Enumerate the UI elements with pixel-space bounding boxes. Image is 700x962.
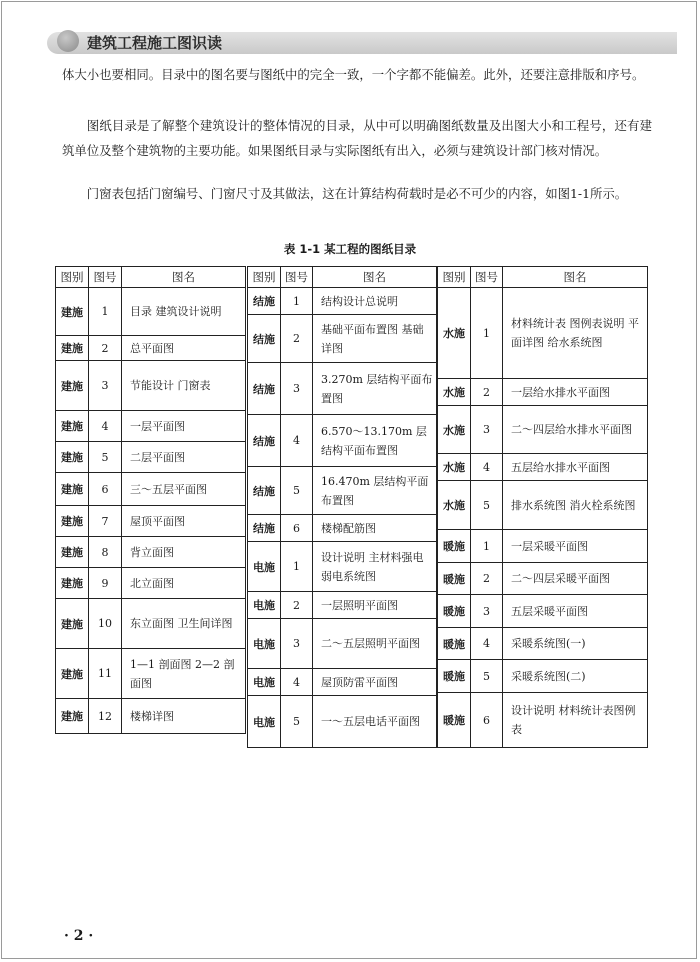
cell-category: 电施 [248,669,281,696]
table-row [56,442,246,473]
table-row [438,406,648,454]
cell-number: 1 [471,530,503,563]
cell-number: 6 [471,693,503,748]
cell-number: 1 [89,288,122,336]
table-row [248,467,437,515]
drawing-list-table-architecture [55,266,246,734]
table-row [438,481,648,530]
header-category: 图别 [248,267,281,288]
table-row [438,628,648,660]
cell-category: 建施 [56,649,89,699]
cell-category: 电施 [248,542,281,592]
cell-number: 4 [471,628,503,660]
cell-category: 暖施 [438,563,471,595]
cell-category: 水施 [438,288,471,379]
cell-name: 屋顶平面图 [122,506,246,537]
table-row [56,568,246,599]
cell-category: 结施 [248,315,281,363]
cell-number: 2 [471,379,503,406]
cell-number: 3 [281,619,313,669]
cell-name: 东立面图 卫生间详图 [122,599,246,649]
table-row [56,649,246,699]
cell-name: 一层采暖平面图 [503,530,648,563]
cell-number: 1 [281,288,313,315]
header-number: 图号 [281,267,313,288]
cell-category: 建施 [56,537,89,568]
header-category: 图别 [56,267,89,288]
cell-number: 3 [89,361,122,411]
table-row [56,288,246,336]
cell-number: 4 [281,669,313,696]
cell-name: 二层平面图 [122,442,246,473]
cell-category: 建施 [56,699,89,734]
table-row [248,415,437,467]
cell-name: 三～五层平面图 [122,473,246,506]
cell-number: 3 [281,363,313,415]
cell-number: 2 [281,592,313,619]
header-name: 图名 [313,267,437,288]
cell-number: 5 [89,442,122,473]
cell-name: 目录 建筑设计说明 [122,288,246,336]
running-header [47,18,677,58]
cell-name: 总平面图 [122,336,246,361]
cell-category: 结施 [248,415,281,467]
cell-number: 5 [281,467,313,515]
cell-number: 2 [89,336,122,361]
cell-category: 水施 [438,379,471,406]
cell-category: 建施 [56,442,89,473]
cell-number: 4 [89,411,122,442]
cell-name: 楼梯配筋图 [313,515,437,542]
cell-name: 五层采暖平面图 [503,595,648,628]
cell-category: 建施 [56,336,89,361]
cell-name: 五层给水排水平面图 [503,454,648,481]
cell-number: 4 [281,415,313,467]
cell-category: 水施 [438,406,471,454]
cell-number: 8 [89,537,122,568]
cell-number: 6 [89,473,122,506]
cell-name: 材料统计表 图例表说明 平面详图 给水系统图 [503,288,648,379]
table-caption: 表 1-1 某工程的图纸目录 [283,242,417,256]
table-row [56,537,246,568]
cell-category: 暖施 [438,530,471,563]
cell-number: 10 [89,599,122,649]
cell-name: 基础平面布置图 基础详图 [313,315,437,363]
paragraph-1: 体大小也要相同。目录中的图名要与图纸中的完全一致，一个字都不能偏差。此外，还要注意排版和序号。 [62,67,645,82]
cell-category: 结施 [248,363,281,415]
cell-name: 16.470m 层结构平面布置图 [313,467,437,515]
table-row [438,530,648,563]
table-row [248,696,437,748]
cell-category: 建施 [56,599,89,649]
cell-name: 北立面图 [122,568,246,599]
table-row [56,473,246,506]
cell-category: 暖施 [438,693,471,748]
table-row [56,699,246,734]
cell-name: 1—1 剖面图 2—2 剖面图 [122,649,246,699]
header-title: 建筑工程施工图识读 [87,34,223,52]
cell-name: 二～五层照明平面图 [313,619,437,669]
cell-category: 结施 [248,515,281,542]
cell-category: 暖施 [438,595,471,628]
header-name: 图名 [503,267,648,288]
cell-category: 结施 [248,288,281,315]
table-row [438,288,648,379]
table-row [438,693,648,748]
table-header-row [248,267,437,288]
header-number: 图号 [471,267,503,288]
cell-name: 采暖系统图(二) [503,660,648,693]
cell-name: 6.570～13.170m 层结构平面布置图 [313,415,437,467]
table-row [248,542,437,592]
cell-name: 一层给水排水平面图 [503,379,648,406]
cell-category: 水施 [438,481,471,530]
table-row [438,454,648,481]
cell-number: 11 [89,649,122,699]
cell-name: 设计说明 主材料强电弱电系统图 [313,542,437,592]
cell-name: 一层平面图 [122,411,246,442]
cell-number: 2 [471,563,503,595]
cell-name: 屋顶防雷平面图 [313,669,437,696]
cell-category: 暖施 [438,660,471,693]
cell-name: 设计说明 材料统计表图例表 [503,693,648,748]
table-row [438,379,648,406]
cell-number: 12 [89,699,122,734]
header-name: 图名 [122,267,246,288]
cell-number: 3 [471,406,503,454]
cell-number: 6 [281,515,313,542]
table-row [248,669,437,696]
cell-number: 4 [471,454,503,481]
header-category: 图别 [438,267,471,288]
table-row [248,315,437,363]
cell-category: 电施 [248,592,281,619]
cell-number: 3 [471,595,503,628]
cell-category: 建施 [56,411,89,442]
cell-name: 结构设计总说明 [313,288,437,315]
cell-category: 电施 [248,619,281,669]
paragraph-3: 门窗表包括门窗编号、门窗尺寸及其做法，这在计算结构荷载时是必不可少的内容，如图1-1所示。 [86,186,628,201]
cell-category: 建施 [56,288,89,336]
cell-name: 背立面图 [122,537,246,568]
table-row [56,506,246,537]
cell-number: 5 [281,696,313,748]
cell-category: 建施 [56,506,89,537]
header-circle-icon [57,30,79,52]
cell-name: 二～四层给水排水平面图 [503,406,648,454]
page-number: · 2 · [64,928,94,944]
table-row [56,411,246,442]
table-row [56,361,246,411]
cell-number: 5 [471,481,503,530]
table-row [438,563,648,595]
cell-number: 1 [281,542,313,592]
table-row [56,599,246,649]
drawing-list-table-plumbing-heating [437,266,648,748]
cell-number: 9 [89,568,122,599]
cell-name: 采暖系统图(一) [503,628,648,660]
table-row [56,336,246,361]
cell-number: 1 [471,288,503,379]
cell-category: 建施 [56,361,89,411]
cell-category: 暖施 [438,628,471,660]
cell-name: 排水系统图 消火栓系统图 [503,481,648,530]
cell-name: 节能设计 门窗表 [122,361,246,411]
table-header-row [56,267,246,288]
table-row [248,288,437,315]
table-header-row [438,267,648,288]
cell-name: 一层照明平面图 [313,592,437,619]
cell-category: 结施 [248,467,281,515]
table-row [248,619,437,669]
cell-category: 电施 [248,696,281,748]
table-row [248,515,437,542]
cell-name: 楼梯详图 [122,699,246,734]
cell-category: 建施 [56,568,89,599]
cell-category: 水施 [438,454,471,481]
cell-number: 7 [89,506,122,537]
cell-number: 2 [281,315,313,363]
cell-category: 建施 [56,473,89,506]
table-row [438,595,648,628]
drawing-list-table-structure-electrical [247,266,437,748]
table-row [438,660,648,693]
cell-number: 5 [471,660,503,693]
table-row [248,363,437,415]
header-number: 图号 [89,267,122,288]
cell-name: 二～四层采暖平面图 [503,563,648,595]
table-row [248,592,437,619]
cell-name: 3.270m 层结构平面布置图 [313,363,437,415]
paragraph-2: 图纸目录是了解整个建筑设计的整体情况的目录，从中可以明确图纸数量及出图大小和工程号，还有建筑单位及整个建筑物的主要功能。如果图纸目录与实际图纸有出入，必须与建筑设计部门核对情况。 [62,118,652,158]
cell-name: 一～五层电话平面图 [313,696,437,748]
